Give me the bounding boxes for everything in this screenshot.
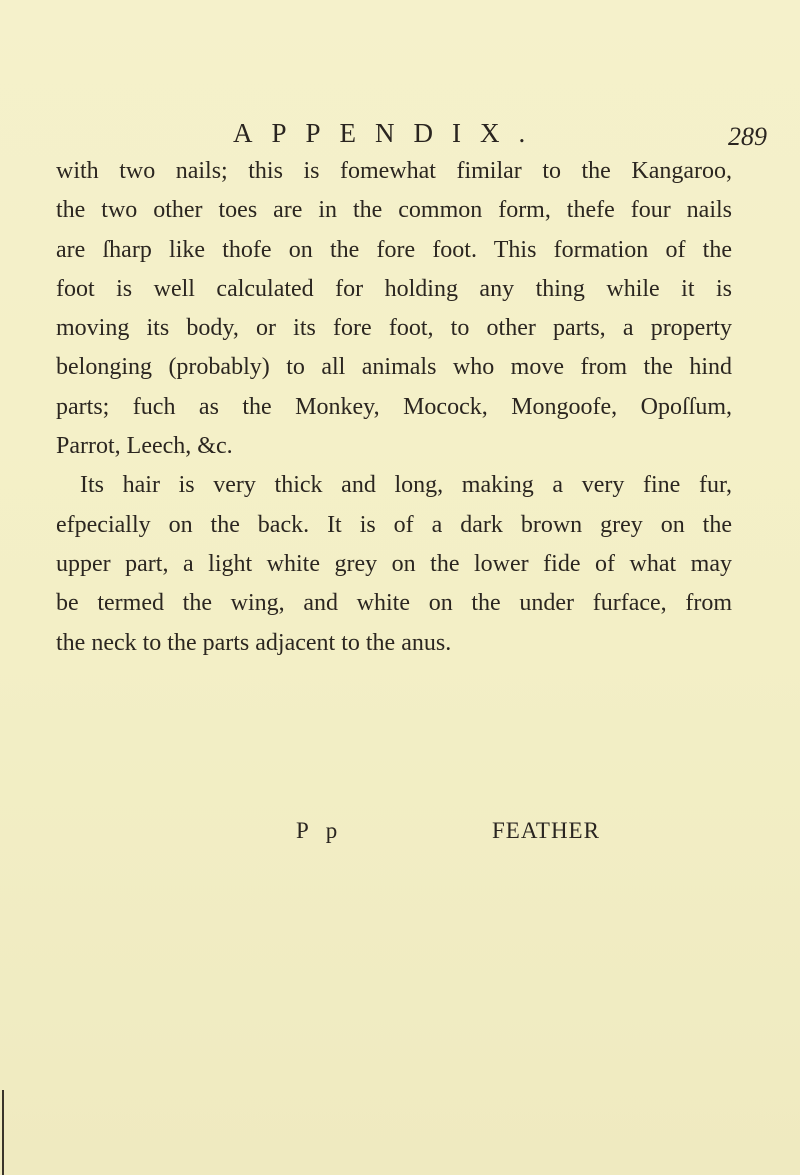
page-edge-line (2, 1090, 4, 1175)
text-line: parts; fuch as the Monkey, Mocock, Mongoofe, Opoſſum, (56, 393, 732, 420)
text-line: the neck to the parts adjacent to the anus. (56, 629, 452, 656)
page-footer (0, 818, 800, 858)
catchword: FEATHER (492, 818, 600, 843)
text-line: moving its body, or its fore foot, to other parts, a property (56, 315, 732, 342)
text-line: the two other toes are in the common form, thefe four nails (56, 197, 732, 224)
signature-mark: P p (296, 818, 344, 843)
page-title: APPENDIX. (233, 118, 545, 148)
text-line: be termed the wing, and white on the under furface, from (56, 590, 732, 617)
body-text (56, 152, 732, 663)
page-number: 289 (728, 122, 767, 151)
text-line: efpecially on the back. It is of a dark brown grey on the (56, 511, 732, 538)
text-line: with two nails; this is fomewhat fimilar to the Kangaroo, (56, 158, 732, 184)
text-line: upper part, a light white grey on the lower fide of what may (56, 550, 732, 577)
text-line: Parrot, Leech, &c. (56, 433, 233, 460)
text-line: foot is well calculated for holding any thing while it is (56, 275, 732, 302)
text-line: Its hair is very thick and long, making a very fine fur, (80, 472, 732, 499)
text-line: are ſharp like thofe on the fore foot. This formation of the (56, 236, 732, 263)
text-line: belonging (probably) to all animals who move from the hind (56, 354, 732, 381)
